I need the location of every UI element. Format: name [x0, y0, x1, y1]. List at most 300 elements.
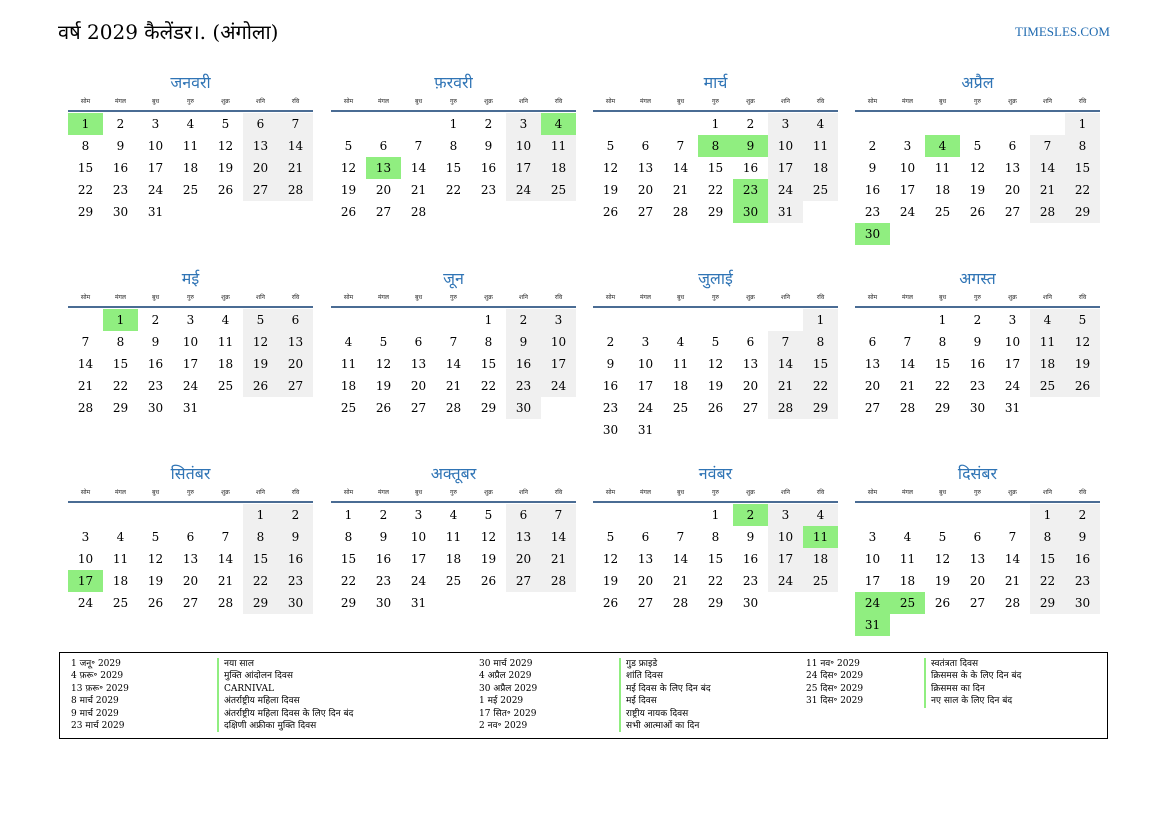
- holiday-day-cell: 23: [733, 179, 768, 201]
- day-cell: 12: [340, 161, 357, 175]
- day-cell: 29: [1065, 201, 1100, 223]
- month-block: [855, 72, 1100, 245]
- empty-cell: [768, 309, 803, 331]
- empty-cell: [366, 309, 401, 331]
- empty-cell: [960, 504, 995, 526]
- day-cell: 1: [344, 508, 353, 522]
- day-cell: 29: [934, 401, 951, 415]
- holiday-date: 30 मार्च 2029: [479, 659, 533, 669]
- day-cell: 20: [375, 183, 392, 197]
- month-name: जनवरी: [170, 73, 211, 92]
- day-cell: 28: [278, 179, 313, 201]
- holiday-day-cell: 13: [366, 157, 401, 179]
- day-cell: 12: [602, 161, 619, 175]
- month-block: [68, 72, 313, 223]
- month-name: अगस्त: [959, 269, 996, 288]
- day-cell: 17: [637, 379, 654, 393]
- holiday-name: मुक्ति आंदोलन दिवस: [217, 670, 353, 682]
- page-title: वर्ष 2029 कैलेंडर।. (अंगोला): [58, 20, 279, 44]
- day-cell: 8: [344, 530, 353, 544]
- weekday-label: रवि: [554, 294, 563, 301]
- weekday-label: रवि: [291, 294, 300, 301]
- day-grid: [593, 113, 838, 223]
- day-cell: 2: [151, 313, 160, 327]
- day-cell: 9: [278, 526, 313, 548]
- holiday-name: दक्षिणी अफ्रीका मुक्ति दिवस: [217, 720, 353, 732]
- day-cell: 29: [340, 596, 357, 610]
- day-cell: 3: [868, 530, 877, 544]
- day-cell: 28: [445, 401, 462, 415]
- day-cell: 26: [243, 375, 278, 397]
- day-cell: 10: [77, 552, 94, 566]
- weekday-label: रवि: [554, 489, 563, 496]
- weekday-header: [68, 96, 313, 112]
- empty-cell: [138, 504, 173, 526]
- day-cell: 14: [217, 552, 234, 566]
- holiday-date: 4 अप्रैल 2029: [479, 671, 532, 682]
- day-cell: 10: [506, 135, 541, 157]
- month-block: [593, 268, 838, 441]
- day-cell: 17: [1004, 357, 1021, 371]
- day-cell: 21: [77, 379, 94, 393]
- weekday-label: सोम: [80, 98, 91, 105]
- day-cell: 29: [112, 401, 129, 415]
- day-cell: 13: [243, 135, 278, 157]
- holiday-date: 4 फ़रू॰ 2029: [71, 671, 124, 682]
- day-cell: 8: [1065, 135, 1100, 157]
- holiday-day-cell: 17: [68, 570, 103, 592]
- weekday-label: शुक्र: [484, 489, 493, 496]
- day-cell: 17: [864, 574, 881, 588]
- day-cell: 5: [379, 335, 388, 349]
- day-cell: 9: [606, 357, 615, 371]
- month-name: फ़रवरी: [434, 73, 473, 92]
- day-cell: 30: [506, 397, 541, 419]
- weekday-label: सोम: [80, 489, 91, 496]
- day-cell: 24: [147, 183, 164, 197]
- weekday-label: बुध: [676, 98, 685, 105]
- day-cell: 20: [637, 574, 654, 588]
- empty-cell: [995, 504, 1030, 526]
- holiday-date: 23 मार्च 2029: [71, 721, 125, 732]
- empty-cell: [628, 504, 663, 526]
- day-cell: 25: [1030, 375, 1065, 397]
- day-grid: [855, 113, 1100, 245]
- day-cell: 17: [410, 552, 427, 566]
- day-cell: 31: [182, 401, 199, 415]
- holiday-date: 1 मई 2029: [479, 696, 524, 707]
- day-cell: 28: [217, 596, 234, 610]
- day-cell: 4: [186, 117, 195, 131]
- day-cell: 23: [480, 183, 497, 197]
- day-grid: [593, 309, 838, 441]
- day-cell: 23: [742, 574, 759, 588]
- day-cell: 13: [969, 552, 986, 566]
- holiday-day-cell: 24: [855, 592, 890, 614]
- day-cell: 11: [1030, 331, 1065, 353]
- empty-cell: [208, 504, 243, 526]
- day-cell: 23: [506, 375, 541, 397]
- day-cell: 13: [637, 552, 654, 566]
- day-cell: 19: [217, 161, 234, 175]
- empty-cell: [733, 309, 768, 331]
- day-cell: 22: [1030, 570, 1065, 592]
- holiday-name: क्रिसमस के के लिए दिन बंद: [924, 670, 1021, 682]
- day-cell: 1: [938, 313, 947, 327]
- weekday-label: शुक्र: [746, 98, 755, 105]
- weekday-label: गुरु: [974, 294, 981, 301]
- holiday-name: अंतर्राष्ट्रीय महिला दिवस के लिए दिन बंद: [217, 708, 353, 720]
- day-cell: 27: [1004, 205, 1021, 219]
- day-cell: 20: [278, 353, 313, 375]
- weekday-label: शुक्र: [746, 489, 755, 496]
- day-cell: 16: [112, 161, 129, 175]
- weekday-label: सोम: [867, 294, 878, 301]
- holiday-day-cell: 11: [803, 526, 838, 548]
- month-block: [855, 463, 1100, 636]
- month-name: मई: [181, 269, 200, 288]
- day-cell: 3: [186, 313, 195, 327]
- day-cell: 9: [868, 161, 877, 175]
- month-name: नवंबर: [698, 464, 733, 483]
- day-cell: 14: [278, 135, 313, 157]
- day-cell: 11: [340, 357, 357, 371]
- empty-cell: [593, 309, 628, 331]
- day-cell: 5: [221, 117, 230, 131]
- holiday-date: 24 दिस॰ 2029: [806, 671, 864, 682]
- day-grid: [593, 504, 838, 614]
- empty-cell: [436, 309, 471, 331]
- weekday-label: बुध: [151, 294, 160, 301]
- day-cell: 15: [77, 161, 94, 175]
- day-cell: 13: [864, 357, 881, 371]
- day-cell: 19: [602, 183, 619, 197]
- day-cell: 6: [973, 530, 982, 544]
- weekday-header: [68, 487, 313, 503]
- day-cell: 6: [746, 335, 755, 349]
- day-cell: 14: [672, 161, 689, 175]
- holiday-day-cell: 4: [925, 135, 960, 157]
- weekday-label: सोम: [605, 294, 616, 301]
- day-cell: 27: [278, 375, 313, 397]
- day-cell: 9: [151, 335, 160, 349]
- empty-cell: [663, 504, 698, 526]
- empty-cell: [855, 309, 890, 331]
- day-cell: 9: [1065, 526, 1100, 548]
- day-cell: 6: [868, 335, 877, 349]
- day-cell: 9: [746, 530, 755, 544]
- day-cell: 11: [217, 335, 234, 349]
- day-cell: 14: [899, 357, 916, 371]
- weekday-label: सोम: [343, 489, 354, 496]
- day-cell: 26: [147, 596, 164, 610]
- holiday-day-cell: 31: [855, 614, 890, 636]
- day-cell: 12: [147, 552, 164, 566]
- day-cell: 5: [1065, 309, 1100, 331]
- day-cell: 27: [637, 205, 654, 219]
- day-cell: 5: [973, 139, 982, 153]
- day-cell: 16: [278, 548, 313, 570]
- weekday-label: बुध: [676, 294, 685, 301]
- weekday-label: मंगल: [377, 98, 390, 105]
- day-cell: 15: [934, 357, 951, 371]
- day-cell: 23: [112, 183, 129, 197]
- day-cell: 2: [116, 117, 125, 131]
- weekday-label: शुक्र: [1008, 489, 1017, 496]
- day-cell: 19: [340, 183, 357, 197]
- day-cell: 5: [606, 530, 615, 544]
- empty-cell: [593, 504, 628, 526]
- day-cell: 14: [1030, 157, 1065, 179]
- weekday-label: शनि: [1043, 98, 1052, 105]
- day-cell: 23: [278, 570, 313, 592]
- month-name: अप्रैल: [961, 73, 994, 92]
- day-cell: 12: [934, 552, 951, 566]
- month-block: [331, 72, 576, 223]
- weekday-header: [331, 96, 576, 112]
- day-cell: 6: [641, 530, 650, 544]
- holiday-date-column: [71, 658, 129, 732]
- day-cell: 4: [803, 113, 838, 135]
- day-cell: 8: [711, 530, 720, 544]
- day-cell: 11: [803, 135, 838, 157]
- day-cell: 21: [278, 157, 313, 179]
- empty-cell: [855, 113, 890, 135]
- day-cell: 18: [803, 157, 838, 179]
- weekday-label: गुरु: [450, 489, 457, 496]
- day-cell: 27: [375, 205, 392, 219]
- month-block: [331, 268, 576, 419]
- day-cell: 12: [243, 331, 278, 353]
- weekday-label: शुक्र: [1008, 98, 1017, 105]
- day-cell: 17: [899, 183, 916, 197]
- day-grid: [68, 113, 313, 223]
- month-name: जून: [443, 269, 464, 288]
- day-cell: 15: [1030, 548, 1065, 570]
- weekday-label: शुक्र: [484, 98, 493, 105]
- day-cell: 3: [768, 113, 803, 135]
- day-cell: 18: [899, 574, 916, 588]
- day-cell: 18: [803, 548, 838, 570]
- day-cell: 5: [243, 309, 278, 331]
- day-cell: 22: [340, 574, 357, 588]
- day-cell: 8: [484, 335, 493, 349]
- day-cell: 1: [711, 508, 720, 522]
- day-cell: 28: [77, 401, 94, 415]
- day-cell: 5: [938, 530, 947, 544]
- day-cell: 6: [1008, 139, 1017, 153]
- day-cell: 31: [637, 423, 654, 437]
- day-cell: 21: [410, 183, 427, 197]
- weekday-label: गुरु: [712, 294, 719, 301]
- weekday-label: शनि: [781, 489, 790, 496]
- day-cell: 8: [116, 335, 125, 349]
- day-cell: 22: [934, 379, 951, 393]
- empty-cell: [68, 504, 103, 526]
- holiday-day-cell: 8: [698, 135, 733, 157]
- weekday-label: सोम: [605, 489, 616, 496]
- day-cell: 26: [969, 205, 986, 219]
- weekday-label: मंगल: [901, 98, 914, 105]
- holiday-date: 13 फ़रू॰ 2029: [71, 683, 129, 694]
- day-cell: 12: [1065, 331, 1100, 353]
- empty-cell: [103, 504, 138, 526]
- weekday-label: शुक्र: [221, 294, 230, 301]
- day-cell: 7: [1030, 135, 1065, 157]
- site-link[interactable]: TIMESLES.COM: [1015, 24, 1110, 39]
- day-cell: 12: [969, 161, 986, 175]
- weekday-label: बुध: [151, 98, 160, 105]
- day-cell: 15: [707, 161, 724, 175]
- day-cell: 16: [480, 161, 497, 175]
- day-cell: 21: [672, 574, 689, 588]
- day-cell: 1: [1030, 504, 1065, 526]
- day-cell: 21: [899, 379, 916, 393]
- day-cell: 18: [541, 157, 576, 179]
- day-cell: 13: [410, 357, 427, 371]
- weekday-label: शुक्र: [484, 294, 493, 301]
- day-cell: 22: [243, 570, 278, 592]
- empty-cell: [628, 309, 663, 331]
- holiday-name-column: [924, 658, 1021, 708]
- day-cell: 17: [506, 157, 541, 179]
- day-cell: 1: [484, 313, 493, 327]
- weekday-label: बुध: [151, 489, 160, 496]
- day-cell: 26: [340, 205, 357, 219]
- day-cell: 6: [379, 139, 388, 153]
- day-cell: 13: [182, 552, 199, 566]
- day-cell: 16: [375, 552, 392, 566]
- day-cell: 20: [637, 183, 654, 197]
- day-grid: [68, 504, 313, 614]
- day-cell: 13: [1004, 161, 1021, 175]
- day-grid: [331, 113, 576, 223]
- weekday-label: सोम: [343, 98, 354, 105]
- day-cell: 7: [278, 113, 313, 135]
- day-cell: 19: [707, 379, 724, 393]
- day-cell: 14: [445, 357, 462, 371]
- day-grid: [331, 504, 576, 614]
- day-cell: 2: [1065, 504, 1100, 526]
- day-cell: 30: [969, 401, 986, 415]
- day-cell: 26: [602, 205, 619, 219]
- day-cell: 13: [506, 526, 541, 548]
- month-name: जुलाई: [698, 269, 733, 288]
- weekday-label: शनि: [519, 294, 528, 301]
- day-cell: 18: [217, 357, 234, 371]
- day-cell: 8: [938, 335, 947, 349]
- day-cell: 25: [217, 379, 234, 393]
- day-cell: 17: [768, 548, 803, 570]
- day-cell: 21: [672, 183, 689, 197]
- day-grid: [855, 504, 1100, 636]
- day-cell: 25: [934, 205, 951, 219]
- day-cell: 24: [768, 179, 803, 201]
- day-cell: 29: [707, 596, 724, 610]
- weekday-label: रवि: [1078, 98, 1087, 105]
- day-cell: 4: [803, 504, 838, 526]
- day-cell: 14: [541, 526, 576, 548]
- day-cell: 5: [151, 530, 160, 544]
- day-cell: 19: [602, 574, 619, 588]
- holiday-name-column: [217, 658, 353, 732]
- day-cell: 12: [707, 357, 724, 371]
- day-cell: 10: [182, 335, 199, 349]
- weekday-label: मंगल: [377, 489, 390, 496]
- day-cell: 3: [903, 139, 912, 153]
- day-cell: 2: [746, 117, 755, 131]
- weekday-label: शनि: [256, 294, 265, 301]
- holiday-day-cell: 9: [733, 135, 768, 157]
- day-cell: 20: [969, 574, 986, 588]
- day-cell: 10: [768, 526, 803, 548]
- day-cell: 17: [541, 353, 576, 375]
- day-cell: 10: [637, 357, 654, 371]
- day-cell: 6: [186, 530, 195, 544]
- day-cell: 9: [484, 139, 493, 153]
- day-cell: 17: [147, 161, 164, 175]
- day-cell: 16: [1065, 548, 1100, 570]
- empty-cell: [593, 113, 628, 135]
- weekday-label: रवि: [1078, 489, 1087, 496]
- day-cell: 8: [243, 526, 278, 548]
- day-cell: 25: [445, 574, 462, 588]
- day-cell: 1: [711, 117, 720, 131]
- day-cell: 9: [116, 139, 125, 153]
- day-grid: [331, 309, 576, 419]
- day-cell: 23: [602, 401, 619, 415]
- empty-cell: [663, 113, 698, 135]
- holiday-name: नए साल के लिए दिन बंद: [924, 695, 1021, 707]
- day-cell: 5: [711, 335, 720, 349]
- day-cell: 8: [449, 139, 458, 153]
- day-cell: 18: [1030, 353, 1065, 375]
- day-cell: 20: [742, 379, 759, 393]
- day-cell: 14: [768, 353, 803, 375]
- day-cell: 29: [243, 592, 278, 614]
- weekday-label: शनि: [256, 489, 265, 496]
- day-cell: 31: [410, 596, 427, 610]
- day-cell: 21: [445, 379, 462, 393]
- weekday-header: [331, 487, 576, 503]
- day-cell: 12: [217, 139, 234, 153]
- day-cell: 24: [77, 596, 94, 610]
- day-cell: 28: [1004, 596, 1021, 610]
- day-cell: 11: [541, 135, 576, 157]
- weekday-label: बुध: [414, 489, 423, 496]
- holiday-day-cell: 25: [890, 592, 925, 614]
- day-cell: 3: [414, 508, 423, 522]
- day-cell: 1: [1065, 113, 1100, 135]
- day-cell: 29: [803, 397, 838, 419]
- holiday-date: 11 नव॰ 2029: [806, 659, 860, 669]
- day-cell: 7: [414, 139, 423, 153]
- day-cell: 16: [742, 161, 759, 175]
- day-cell: 31: [1004, 401, 1021, 415]
- weekday-label: गुरु: [187, 294, 194, 301]
- day-cell: 2: [278, 504, 313, 526]
- empty-cell: [925, 504, 960, 526]
- day-cell: 27: [969, 596, 986, 610]
- day-cell: 20: [1004, 183, 1021, 197]
- day-cell: 25: [672, 401, 689, 415]
- month-name: सितंबर: [170, 464, 211, 483]
- day-cell: 21: [1030, 179, 1065, 201]
- day-cell: 3: [541, 309, 576, 331]
- day-cell: 27: [742, 401, 759, 415]
- weekday-label: शुक्र: [1008, 294, 1017, 301]
- day-cell: 3: [641, 335, 650, 349]
